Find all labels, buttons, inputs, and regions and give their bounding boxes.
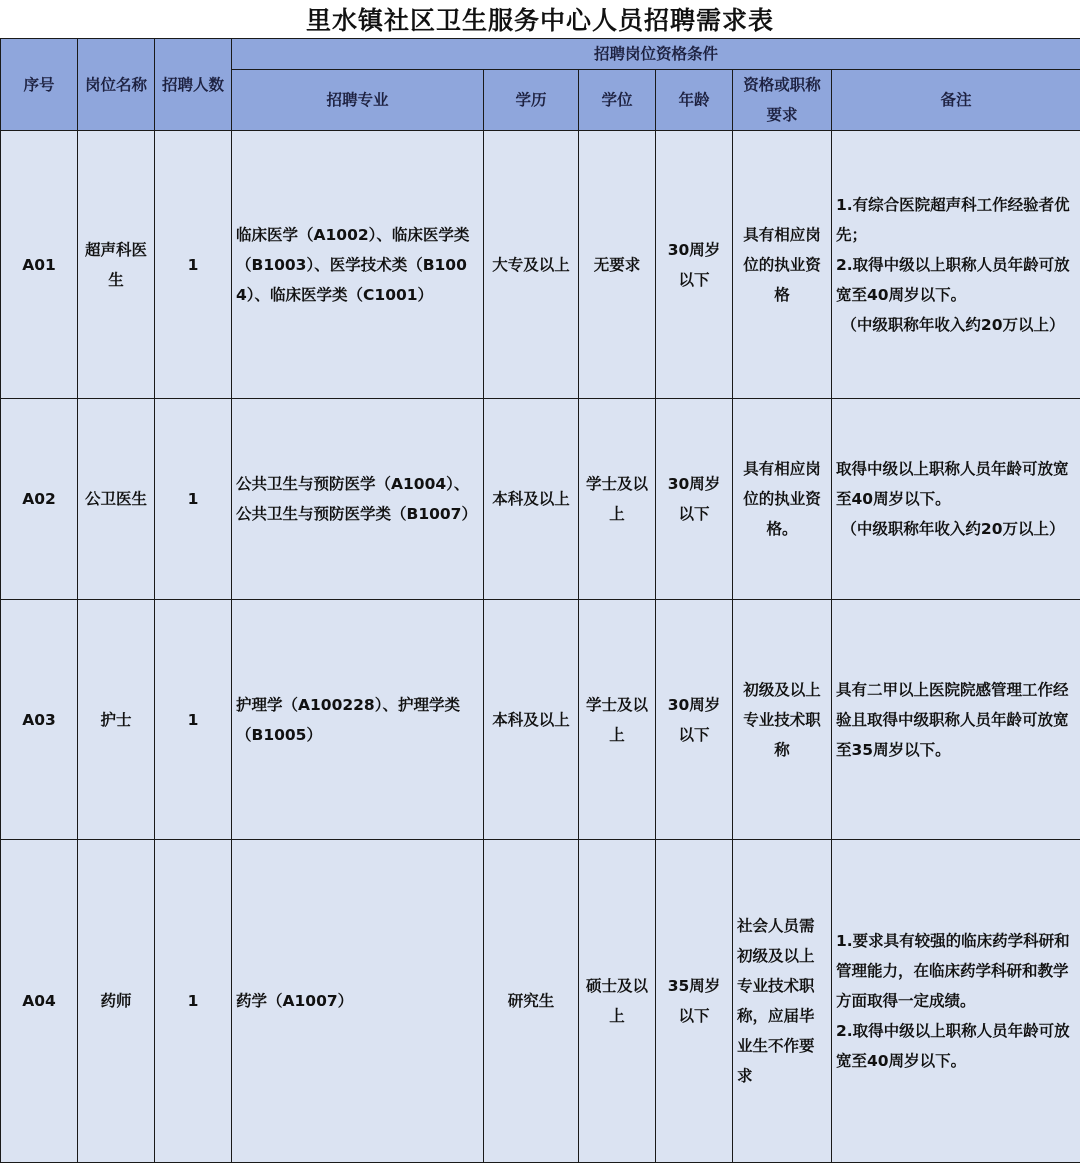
cell-count: 1 <box>155 840 232 1163</box>
header-position: 岗位名称 <box>78 39 155 131</box>
cell-seq: A04 <box>1 840 78 1163</box>
cell-remarks: 1.有综合医院超声科工作经验者优先； 2.取得中级以上职称人员年龄可放宽至40周岁以下。 （中级职称年收入约20万以上） <box>832 131 1080 399</box>
header-age: 年龄 <box>656 70 733 131</box>
header-education: 学历 <box>484 70 579 131</box>
cell-education: 本科及以上 <box>484 600 579 840</box>
header-count: 招聘人数 <box>155 39 232 131</box>
header-major: 招聘专业 <box>232 70 484 131</box>
cell-count: 1 <box>155 600 232 840</box>
cell-remarks: 具有二甲以上医院院感管理工作经验且取得中级职称人员年龄可放宽至35周岁以下。 <box>832 600 1080 840</box>
cell-count: 1 <box>155 131 232 399</box>
cell-education: 研究生 <box>484 840 579 1163</box>
cell-age: 30周岁以下 <box>656 399 733 600</box>
table-row <box>1 131 1080 399</box>
cell-degree: 无要求 <box>579 131 656 399</box>
header-remarks: 备注 <box>832 70 1080 131</box>
table-row <box>1 840 1080 1163</box>
cell-remarks: 取得中级以上职称人员年龄可放宽至40周岁以下。 （中级职称年收入约20万以上） <box>832 399 1080 600</box>
cell-education: 本科及以上 <box>484 399 579 600</box>
header-qualification: 资格或职称要求 <box>733 70 832 131</box>
cell-education: 大专及以上 <box>484 131 579 399</box>
cell-age: 30周岁以下 <box>656 600 733 840</box>
header-conditions: 招聘岗位资格条件 <box>232 39 1080 70</box>
cell-position: 护士 <box>78 600 155 840</box>
cell-major: 临床医学（A1002）、临床医学类（B1003）、医学技术类（B1004）、临床医学类（C1001） <box>232 131 484 399</box>
cell-qualification: 初级及以上专业技术职称 <box>733 600 832 840</box>
cell-seq: A02 <box>1 399 78 600</box>
cell-seq: A03 <box>1 600 78 840</box>
cell-major: 药学（A1007） <box>232 840 484 1163</box>
recruitment-table <box>0 38 1080 1163</box>
cell-position: 公卫医生 <box>78 399 155 600</box>
table-row <box>1 399 1080 600</box>
cell-qualification: 社会人员需初级及以上专业技术职称，应届毕业生不作要求 <box>733 840 832 1163</box>
cell-age: 30周岁以下 <box>656 131 733 399</box>
header-degree: 学位 <box>579 70 656 131</box>
cell-qualification: 具有相应岗位的执业资格 <box>733 131 832 399</box>
cell-degree: 学士及以上 <box>579 600 656 840</box>
cell-position: 药师 <box>78 840 155 1163</box>
header-seq: 序号 <box>1 39 78 131</box>
cell-seq: A01 <box>1 131 78 399</box>
cell-major: 护理学（A100228）、护理学类（B1005） <box>232 600 484 840</box>
table-row <box>1 600 1080 840</box>
cell-major: 公共卫生与预防医学（A1004）、公共卫生与预防医学类（B1007） <box>232 399 484 600</box>
cell-count: 1 <box>155 399 232 600</box>
page-title: 里水镇社区卫生服务中心人员招聘需求表 <box>0 0 1080 38</box>
cell-degree: 硕士及以上 <box>579 840 656 1163</box>
cell-age: 35周岁以下 <box>656 840 733 1163</box>
cell-remarks: 1.要求具有较强的临床药学科研和管理能力，在临床药学科研和教学方面取得一定成绩。 2.取得中级以上职称人员年龄可放宽至40周岁以下。 <box>832 840 1080 1163</box>
cell-degree: 学士及以上 <box>579 399 656 600</box>
cell-position: 超声科医生 <box>78 131 155 399</box>
cell-qualification: 具有相应岗位的执业资格。 <box>733 399 832 600</box>
